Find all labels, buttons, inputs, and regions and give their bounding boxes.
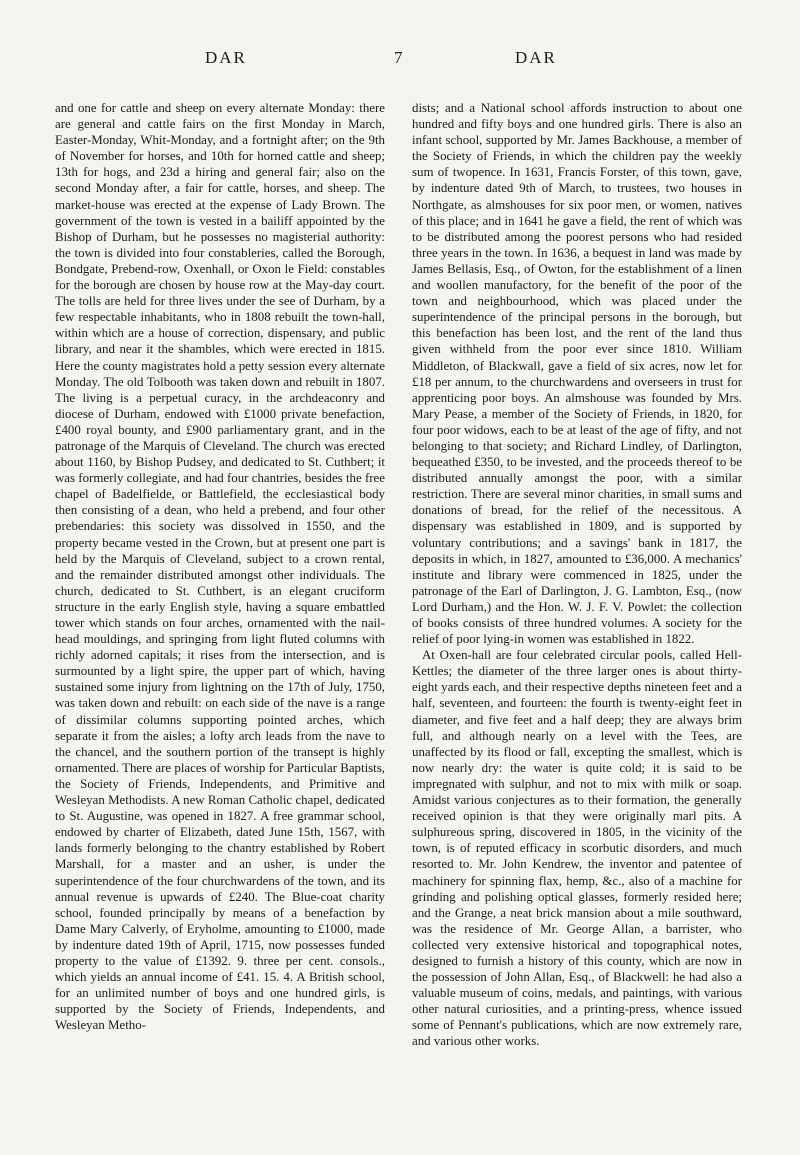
left-column: [55, 100, 385, 1120]
paragraph: and one for cattle and sheep on every alternate Monday: there are general and cattle fairs on the first Monday in March, Easter-Monday, Whit-Monday, and a fortnight after; on the 9th of November for horses, and 10th for horned cattle and sheep; 13th for hogs, and 23d a hiring and general fair; also on the second Monday after, a fair for cattle, horses, and sheep. The market-house was erected at the expense of Lady Brown. The government of the town is vested in a bailiff appointed by the Bishop of Durham, but he possesses no magisterial authority: the town is divided into four constableries, called the Borough, Bondgate, Prebend-row, Oxenhall, or Oxon le Field: constables for the borough are chosen by house row at the May-day court. The tolls are held for three lives under the see of Durham, by a few respectable inhabitants, who in 1808 rebuilt the town-hall, within which are a house of correction, dispensary, and public library, and near it the shambles, which were erected in 1815. Here the county magistrates hold a petty session every alternate Monday. The old Tolbooth was taken down and rebuilt in 1807. The living is a perpetual curacy, in the archdeaconry and diocese of Durham, endowed with £1000 private benefaction, £400 royal bounty, and £900 parliamentary grant, and in the patronage of the Marquis of Cleveland. The church was erected about 1160, by Bishop Pudsey, and dedicated to St. Cuthbert; it was formerly collegiate, and had four chantries, besides the free chapel of Badelfielde, or Battlefield, the ecclesiastical body then consisting of a dean, who held a prebend, and four other prebendaries: this society was dissolved in 1550, and the property became vested in the Crown, but at present one part is held by the Marquis of Cleveland, subject to a crown rental, and the remainder distributed amongst other individuals. The church, dedicated to St. Cuthbert, is an elegant cruciform structure in the early English style, having a square embattled tower which stands on four arches, ornamented with the nail-head mouldings, and springing from light fluted columns with richly adorned capitals; it rises from the intersection, and is surmounted by a light spire, the upper part of which, having sustained some injury from lightning on the 17th of July, 1750, was taken down and rebuilt: on each side of the nave is a range of dissimilar columns supporting pointed arches, which separate it from the aisles; a lofty arch leads from the nave to the chancel, and the southern portion of the transept is highly ornamented. There are places of worship for Particular Baptists, the Society of Friends, Independents, and Primitive and Wesleyan Methodists. A new Roman Catholic chapel, dedicated to St. Augustine, was opened in 1827. A free grammar school, endowed by charter of Elizabeth, dated June 15th, 1567, with lands formerly belonging to the chantry established by Robert Marshall, for a master and an usher, is under the superintendence of the four churchwardens of the town, and its annual revenue is upwards of £240. The Blue-coat charity school, founded principally by means of a benefaction by Dame Mary Calverly, of Eryholme, amounting to £1000, made by indenture dated 19th of April, 1715, now possesses funded property to the value of £1392. 9. three per cent. consols., which yields an annual income of £41. 15. 4. A British school, for an unlimited number of boys and one hundred girls, is supported by the Society of Friends, Independents, and Wesleyan Metho-: [55, 101, 385, 1033]
page-number: 7: [394, 48, 403, 67]
right-column: [412, 100, 742, 1120]
paragraph: dists; and a National school affords instruction to about one hundred and fifty boys and one hundred girls. There is also an infant school, supported by Mr. James Backhouse, a member of the Society of Friends, in which the children pay the weekly sum of twopence. In 1631, Francis Forster, of this town, gave, by indenture dated 9th of March, to trustees, two houses in Northgate, as almshouses for six poor men, or women, natives of this place; and in 1641 he gave a field, the rent of which was to be distributed among the poorest persons who had resided three years in the town. In 1636, a bequest in land was made by James Bellasis, Esq., of Owton, for the establishment of a linen and woollen manufactory, for the benefit of the poor of the town and neighbourhood, which was placed under the superintendence of the principal persons in the borough, but this benefaction has been lost, and the rent of the land thus given withheld from the poor ever since 1810. William Middleton, of Blackwall, gave a field of six acres, now let for £18 per annum, to the churchwardens and overseers in trust for apprenticing poor boys. An almshouse was founded by Mrs. Mary Pease, a member of the Society of Friends, in 1820, for four poor widows, each to be at least of the age of fifty, and not belonging to that society; and Richard Lindley, of Darlington, bequeathed £350, to be invested, and the proceeds thereof to be distributed annually amongst the poor, with a similar restriction. There are several minor charities, in small sums and donations of bread, for the relief of the necessitous. A dispensary was established in 1809, and is supported by voluntary contributions; and a savings' bank in 1817, the deposits in which, in 1827, amounted to £36,000. A mechanics' institute and library were commenced in 1825, under the patronage of the Earl of Darlington, J. G. Lambton, Esq., (now Lord Durham,) and the Hon. W. J. F. V. Powlet: the collection of books consists of three hundred volumes. A society for the relief of poor lying-in women was established in 1822.: [412, 101, 742, 647]
header-left-catchword: DAR: [205, 48, 247, 67]
header-right-catchword: DAR: [515, 48, 557, 67]
running-header: [0, 48, 800, 72]
paragraph: At Oxen-hall are four celebrated circular pools, called Hell-Kettles; the diameter of the three larger ones is about thirty-eight yards each, and their respective depths nineteen feet and a half, seventeen, and fourteen: the fourth is twenty-eight feet in diameter, and five feet and a half deep; they are always brim full, and although nearly on a level with the Tees, are unaffected by its flood or fall, excepting the smallest, which is now nearly dry: the water is quite cold; it is said to be impregnated with sulphur, and not to mix with milk or soap. Amidst various conjectures as to their formation, the generally received opinion is that they were originally marl pits. A sulphureous spring, discovered in 1805, in the vicinity of the town, is of reputed efficacy in scorbutic disorders, and much resorted to. Mr. John Kendrew, the inventor and patentee of machinery for spinning flax, hemp, &c., also of a machine for grinding and polishing optical glasses, formerly resided here; and the Grange, a neat brick mansion about a mile southward, was the residence of Mr. George Allan, a barrister, who collected very extensive historical and topographical notes, designed to furnish a history of this county, which are now in the possession of John Allan, Esq., of Blackwell: he had also a valuable museum of coins, medals, and paintings, with various other natural curiosities, and a printing-press, whence issued some of Pennant's publications, which are now extremely rare, and various other works.: [412, 648, 742, 1049]
